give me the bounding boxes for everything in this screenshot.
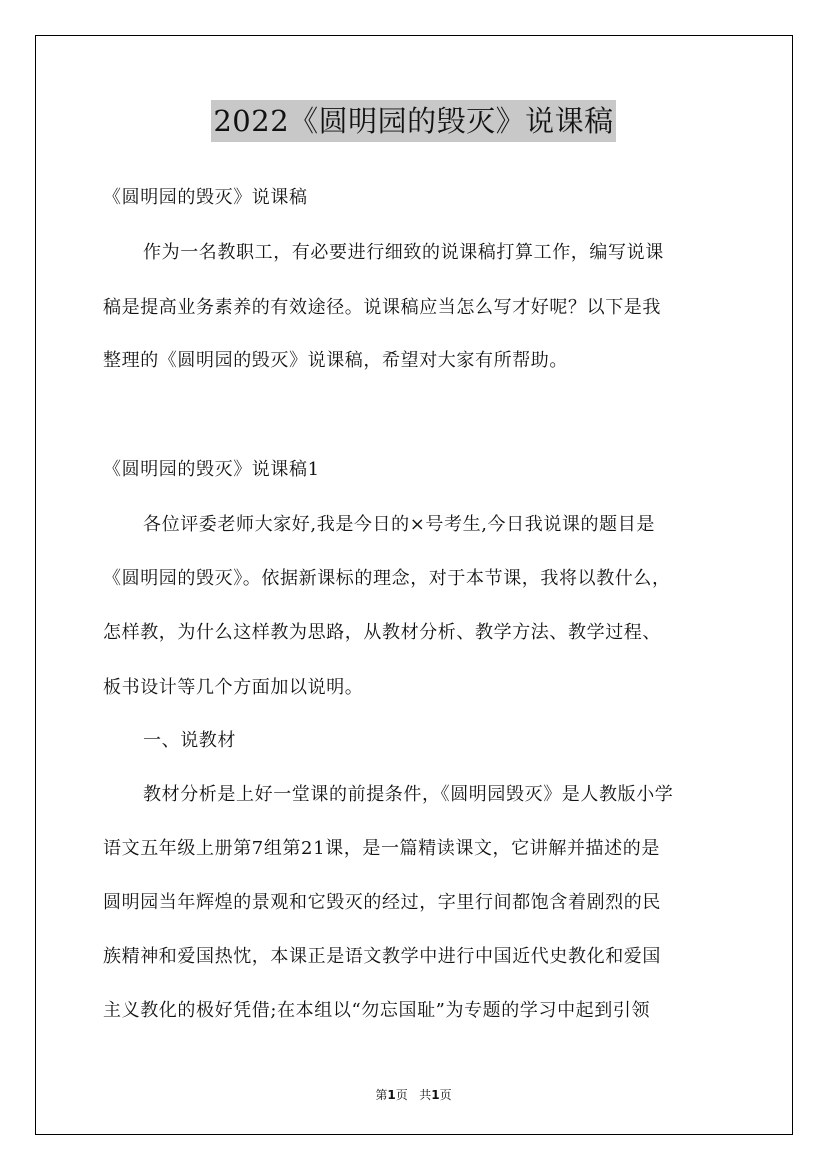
paragraph-line: 教材分析是上好一堂课的前提条件，《圆明园毁灭》是人教版小学	[143, 784, 674, 805]
paragraph-line: 语文五年级上册第7组第21课，是一篇精读课文，它讲解并描述的是	[103, 838, 660, 859]
paragraph-line: 族精神和爱国热忱，本课正是语文教学中进行中国近代史教化和爱国	[103, 946, 661, 967]
page-label-suffix: 页	[395, 1088, 408, 1102]
section-heading: 《圆明园的毁灭》说课稿1	[103, 459, 320, 480]
paragraph-line: 怎样教，为什么这样教为思路，从教材分析、教学方法、教学过程、	[103, 622, 661, 643]
total-label-prefix: 共	[419, 1088, 432, 1102]
page-label-prefix: 第	[375, 1088, 388, 1102]
total-pages: 1	[431, 1088, 440, 1102]
document-title: 2022《圆明园的毁灭》说课稿	[211, 100, 615, 142]
paragraph-line: 稿是提高业务素养的有效途径。说课稿应当怎么写才好呢？以下是我	[103, 297, 661, 318]
paragraph-line: 圆明园当年辉煌的景观和它毁灭的经过，字里行间都饱含着剧烈的民	[103, 892, 661, 913]
paragraph-line: 各位评委老师大家好,我是今日的×号考生,今日我说课的题目是	[143, 514, 655, 535]
page-footer	[0, 1086, 827, 1103]
paragraph-line: 主义教化的极好凭借;在本组以“勿忘国耻”为专题的学习中起到引领	[103, 1000, 651, 1021]
title-container	[0, 100, 827, 142]
page-number: 1	[387, 1088, 396, 1102]
paragraph-line: 板书设计等几个方面加以说明。	[103, 677, 364, 698]
paragraph-line: 整理的《圆明园的毁灭》说课稿，希望对大家有所帮助。	[103, 350, 568, 371]
subsection-heading: 一、说教材	[143, 730, 236, 751]
paragraph-line: 作为一名教职工，有必要进行细致的说课稿打算工作，编写说课	[143, 242, 664, 263]
total-label-suffix: 页	[439, 1088, 452, 1102]
section-heading: 《圆明园的毁灭》说课稿	[103, 187, 308, 208]
paragraph-line: 《圆明园的毁灭》。依据新课标的理念，对于本节课，我将以教什么，	[103, 568, 671, 589]
